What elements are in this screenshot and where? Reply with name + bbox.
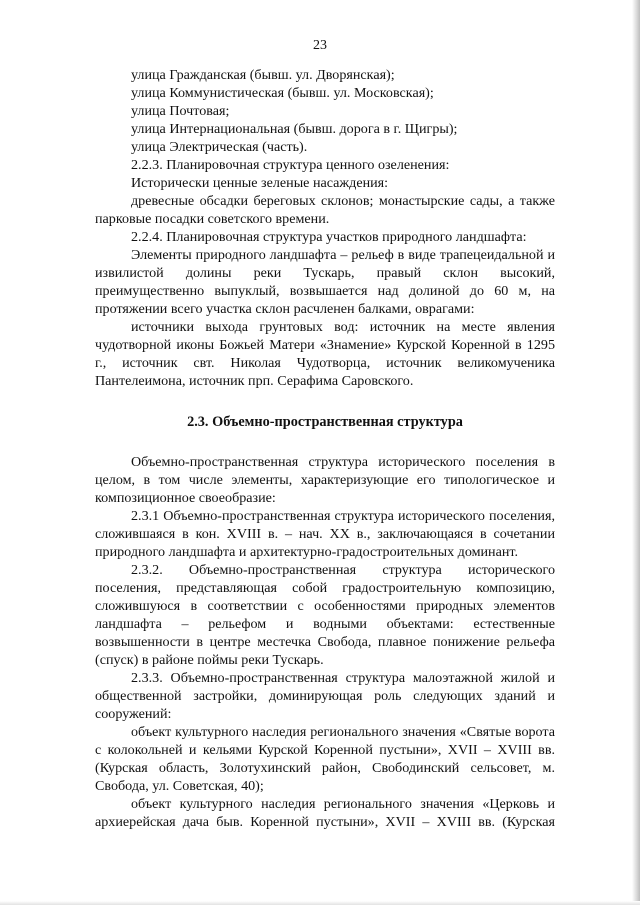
clause-2-3-2: 2.3.2. Объемно-пространственная структура исторического поселения, представляющая собой градостроительную композицию, сложившуюся в соответствии с особенностями природных элементов ландшафта – рельефом и водными объектами: естественные возвышенности в центре местечка Свобода, плавное понижение рельефа (спуск) в районе поймы реки Тускарь.	[95, 562, 555, 668]
clause-2-3-1: 2.3.1 Объемно-пространственная структура исторического поселения, сложившаяся в кон. XVIII в. – нач. XX в., заключающаяся в сочетании природного ландшафта и архитектурно-градостроительных доминант.	[95, 508, 555, 560]
paragraph: древесные обсадки береговых склонов; монастырские сады, а также парковые посадки советского времени.	[95, 193, 555, 227]
clause-2-2-3: 2.2.3. Планировочная структура ценного озеленения:	[131, 157, 450, 173]
paragraph: источники выхода грунтовых вод: источник на месте явления чудотворной иконы Божьей Матери «Знамение» Курской Коренной в 1295 г., источник свт. Николая Чудотворца, источник великомученика Пантелеимона, источник прп. Серафима Саровского.	[95, 319, 555, 389]
paragraph: объект культурного наследия регионального значения «Церковь и архиерейская дача быв. Коренной пустыни», XVII – XVIII вв. (Курская	[95, 796, 555, 830]
street-item: улица Электрическая (часть).	[131, 139, 308, 155]
document-body	[95, 66, 555, 831]
section-heading: 2.3. Объемно-пространственная структура	[187, 414, 463, 430]
paragraph: Исторически ценные зеленые насаждения:	[131, 175, 389, 191]
paragraph: Элементы природного ландшафта – рельеф в виде трапецеидальной и извилистой долины реки Тускарь, правый склон высокий, преимущественно выпуклый, возвышается над долиной до 60 м, на протяжении всего участка склон расчленен балками, оврагами:	[95, 247, 555, 317]
clause-2-3-3: 2.3.3. Объемно-пространственная структура малоэтажной жилой и общественной застройки, доминирующая роль следующих зданий и сооружений:	[95, 670, 555, 722]
page-number: 23	[313, 38, 327, 53]
scan-bottom-edge	[0, 901, 640, 905]
street-item: улица Интернациональная (бывш. дорога в г. Щигры);	[131, 121, 458, 137]
street-item: улица Коммунистическая (бывш. ул. Московская);	[131, 85, 434, 101]
street-item: улица Почтовая;	[131, 103, 230, 119]
paragraph: Объемно-пространственная структура исторического поселения в целом, в том числе элементы, характеризующие его типологическое и композиционное своеобразие:	[95, 454, 555, 506]
paragraph: объект культурного наследия регионального значения «Святые ворота с колокольней и кельями Курской Коренной пустыни», XVII – XVIII вв. (Курская область, Золотухинский район, Свободинский сельсовет, м. Свобода, ул. Советская, 40);	[95, 724, 555, 794]
street-item: улица Гражданская (бывш. ул. Дворянская);	[131, 67, 395, 83]
scan-page-edge	[632, 0, 640, 905]
clause-2-2-4: 2.2.4. Планировочная структура участков природного ландшафта:	[131, 229, 527, 245]
